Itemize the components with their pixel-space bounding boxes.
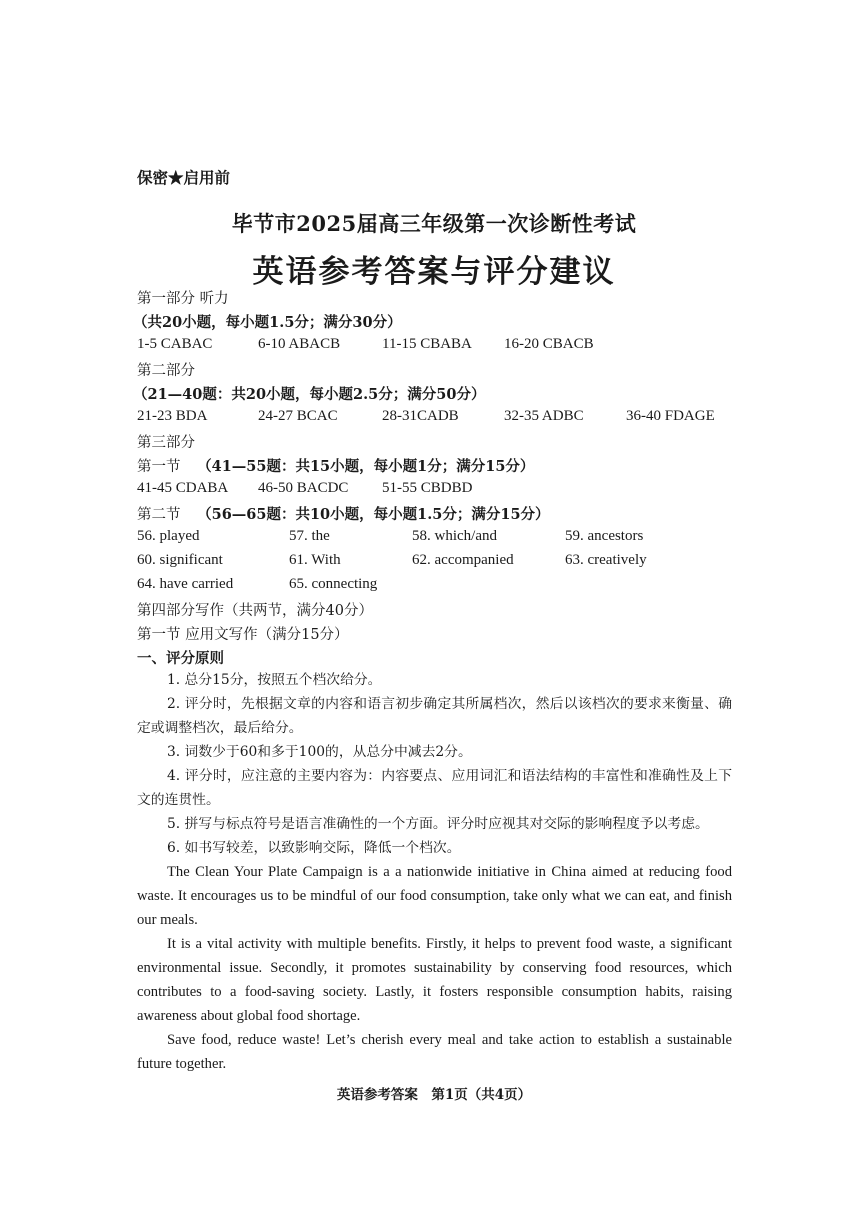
- answer-item: 63. creatively: [565, 552, 647, 568]
- sample-paragraph: Save food, reduce waste! Let’s cherish every meal and take action to establish a sustainable future together.: [137, 1032, 732, 1072]
- answer-group: 16-20 CBACB: [504, 336, 594, 352]
- confidential-label: 保密★启用前: [137, 168, 231, 187]
- answer-item: 57. the: [289, 528, 330, 544]
- answer-item: 56. played: [137, 528, 200, 544]
- answer-item: 65. connecting: [289, 576, 378, 592]
- part1-scoring: （共20小题，每小题1.5分；满分30分）: [133, 314, 402, 331]
- answer-group: 6-10 ABACB: [258, 336, 341, 352]
- principle-item: 2. 评分时，先根据文章的内容和语言初步确定其所属档次，然后以该档次的要求来衡量、确定或调整档次，最后给分。: [137, 696, 732, 736]
- answer-group: 41-45 CDABA: [137, 480, 229, 496]
- answer-group: 24-27 BCAC: [258, 408, 338, 424]
- answer-group: 21-23 BDA: [137, 408, 208, 424]
- exam-title: 毕节市2025届高三年级第一次诊断性考试: [231, 211, 637, 236]
- part2-scoring: （21—40题：共20小题，每小题2.5分；满分50分）: [133, 386, 486, 403]
- section2-label: 第二节: [137, 507, 181, 523]
- document-title: 英语参考答案与评分建议: [252, 254, 616, 290]
- part3-section2: [137, 503, 550, 524]
- part4-section1: 第一节 应用文写作（满分15分）: [137, 627, 349, 643]
- part1-heading: 第一部分 听力: [137, 291, 229, 307]
- part4-heading: 第四部分写作（共两节，满分40分）: [137, 603, 373, 619]
- principle-item: 1. 总分15分，按照五个档次给分。: [167, 672, 382, 688]
- answer-group: 28-31CADB: [382, 408, 459, 424]
- part2-heading: 第二部分: [137, 363, 195, 379]
- answer-group: 51-55 CBDBD: [382, 480, 473, 496]
- section1-label: 第一节: [137, 459, 181, 475]
- answer-group: 46-50 BACDC: [258, 480, 349, 496]
- answer-item: 64. have carried: [137, 576, 234, 592]
- answer-group: 11-15 CBABA: [382, 336, 472, 352]
- principle-item: 5. 拼写与标点符号是语言准确性的一个方面。评分时应视其对交际的影响程度予以考虑。: [167, 816, 709, 832]
- answer-group: 36-40 FDAGE: [626, 408, 715, 424]
- answer-item: 58. which/and: [412, 528, 497, 544]
- section1-scoring: （41—55题：共15小题，每小题1分；满分15分）: [197, 458, 535, 475]
- part3-section1: [137, 455, 534, 476]
- sample-paragraph: It is a vital activity with multiple benefits. Firstly, it helps to prevent food waste, a significant environmental issue. Secondly, it promotes sustainability by conserving food resources, which contributes to a food-saving society. Lastly, it fosters responsible consumption habits, raising awareness about global food shortage.: [137, 936, 732, 1024]
- principle-item: 4. 评分时，应注意的主要内容为：内容要点、应用词汇和语法结构的丰富性和准确性及上下文的连贯性。: [137, 768, 732, 808]
- answer-item: 62. accompanied: [412, 552, 514, 568]
- answer-item: 61. With: [289, 552, 341, 568]
- answer-item: 60. significant: [137, 552, 223, 568]
- answer-item: 59. ancestors: [565, 528, 644, 544]
- part3-heading: 第三部分: [137, 435, 195, 451]
- sample-paragraph: The Clean Your Plate Campaign is a a nationwide initiative in China aimed at reducing food waste. It encourages us to be mindful of our food consumption, take only what we can eat, and finish our meals.: [137, 864, 732, 928]
- section2-scoring: （56—65题：共10小题，每小题1.5分；满分15分）: [197, 506, 550, 523]
- answer-group: 32-35 ADBC: [504, 408, 584, 424]
- principle-item: 3. 词数少于60和多于100的，从总分中减去2分。: [167, 744, 472, 760]
- principles-heading: 一、评分原则: [137, 650, 224, 667]
- principle-item: 6. 如书写较差，以致影响交际，降低一个档次。: [167, 840, 461, 856]
- page-footer: 英语参考答案 第1页（共4页）: [336, 1087, 532, 1103]
- answer-group: 1-5 CABAC: [137, 336, 213, 352]
